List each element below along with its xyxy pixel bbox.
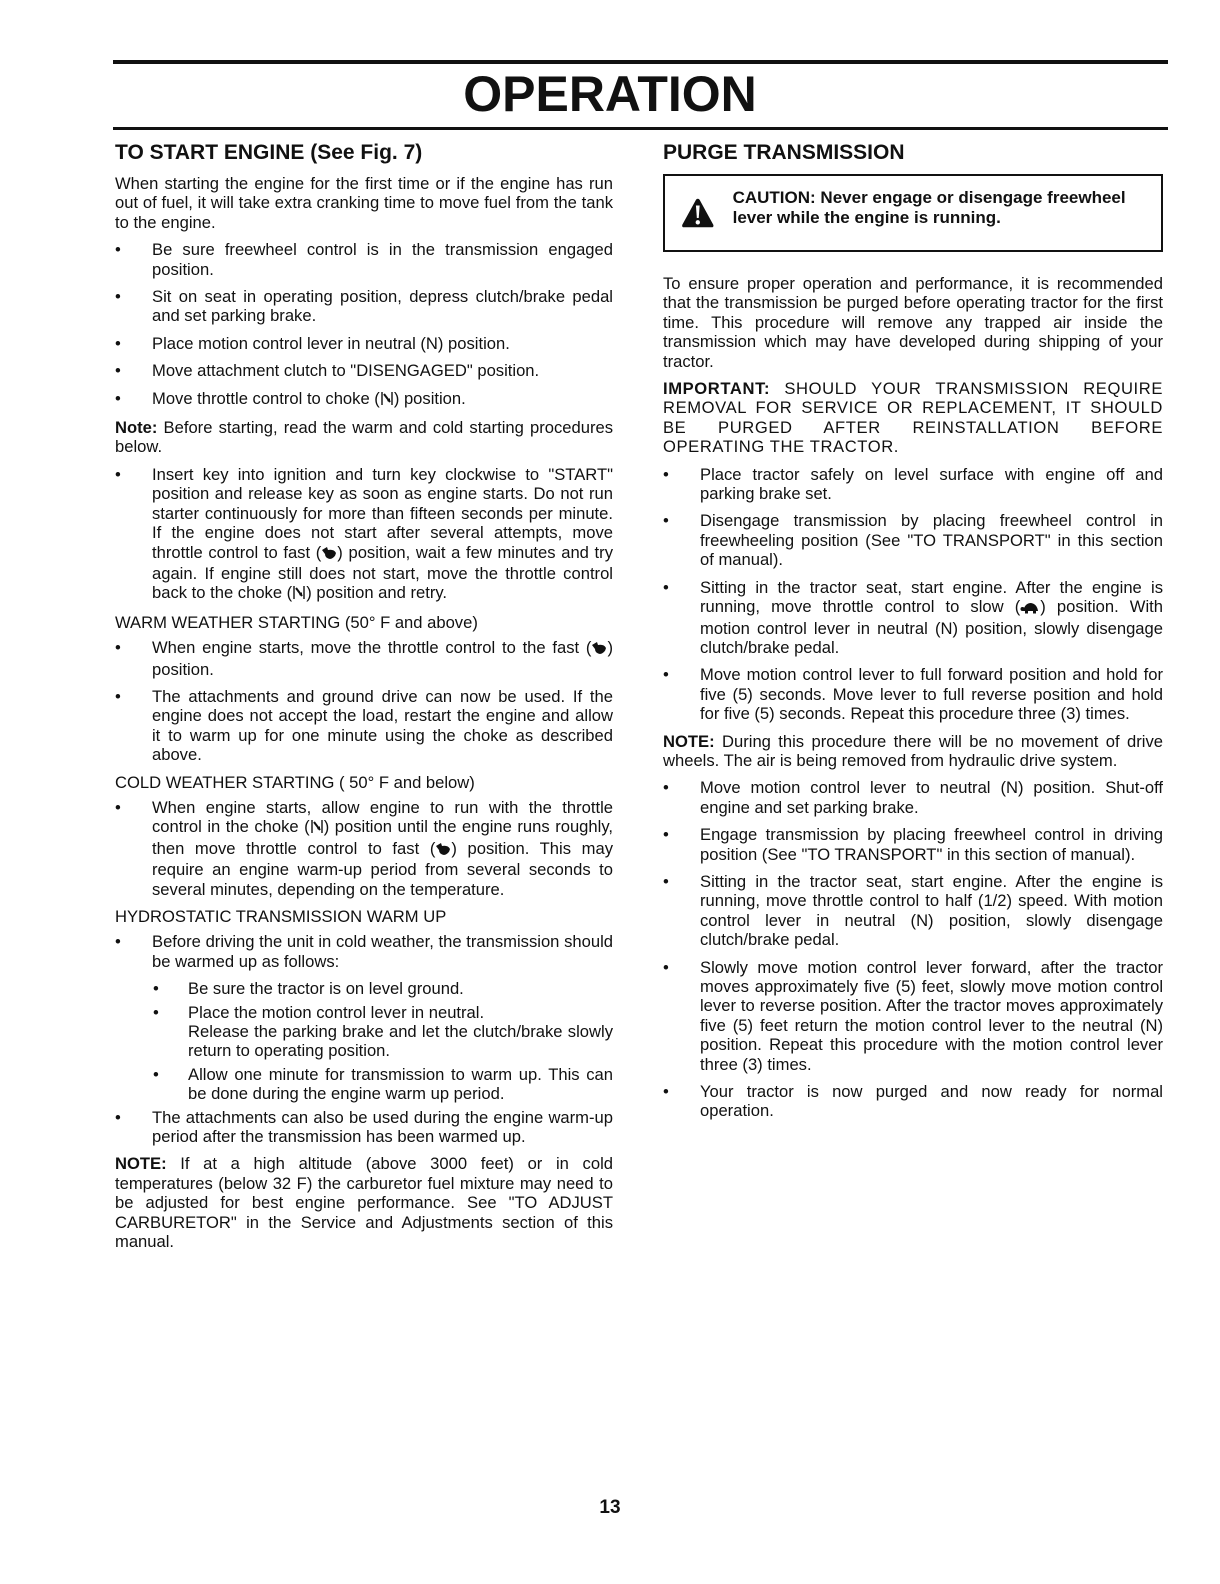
text: Move motion control lever to full forward position and hold for five (5) seconds. Move lever to full reverse position and hold for five (5) seconds. Repeat this procedure three (3) times.	[700, 665, 1163, 724]
bullet-item	[115, 1065, 613, 1104]
text: SHOULD YOUR TRANSMISSION REQUIRE REMOVAL FOR SERVICE OR REPLACEMENT, IT SHOULD BE PURGED AFTER REINSTALLATION BEFORE OPERATING THE TRACTOR.	[663, 379, 1163, 457]
text: Release the parking brake and let the clutch/brake slowly return to operating position.	[188, 1022, 613, 1061]
text: Before starting, read the warm and cold starting procedures below.	[115, 418, 613, 457]
subheading	[115, 907, 613, 926]
page-number: 13	[599, 1497, 621, 1518]
text: Allow one minute for transmission to warm up. This can be done during the engine warm up period.	[188, 1064, 613, 1104]
bullet-item	[115, 1003, 613, 1022]
choke-icon	[292, 585, 306, 604]
paragraph	[663, 732, 1163, 771]
text: Be sure freewheel control is in the transmission engaged position.	[152, 240, 613, 279]
text: ) position. This may require an engine warm-up period from several seconds to several minutes, depending on the temperature.	[152, 838, 614, 899]
text: ) position until the engine runs roughly, then move throttle control to fast (	[152, 817, 613, 858]
text: When engine starts, move the throttle control to the fast (	[152, 638, 592, 658]
bullet-item	[115, 465, 613, 605]
choke-icon	[380, 391, 394, 410]
bullet-item	[115, 240, 613, 279]
title-underline-rule	[113, 127, 1168, 130]
fast-rabbit-icon	[591, 640, 607, 659]
section-heading-start-engine: TO START ENGINE (See Fig. 7)	[115, 141, 423, 164]
text: When starting the engine for the first time or if the engine has run out of fuel, it will take extra cranking time to move fuel from the tank to the engine.	[115, 174, 613, 232]
paragraph	[663, 379, 1163, 457]
bullet-item	[115, 638, 613, 679]
text: Move attachment clutch to "DISENGAGED" position.	[152, 361, 540, 381]
bullet-item	[115, 932, 613, 971]
text: When engine starts, allow engine to run with the throttle control in the choke (	[152, 797, 613, 837]
caution-label: CAUTION:	[732, 188, 816, 207]
text: ) position, wait a few minutes and try again. If engine still does not start, move the throttle control back to the choke (	[152, 542, 613, 603]
section-heading-purge-transmission: PURGE TRANSMISSION	[663, 141, 905, 164]
warning-triangle-icon	[681, 188, 715, 238]
text: Slowly move motion control lever forward, after the tractor moves approximately five (5) feet, slowly move motion control lever to reverse position. After the tractor moves approximately five (5) feet return the motion control lever to the neutral (N) position. Repeat this procedure with the motion control lever three (3) times.	[700, 957, 1163, 1074]
text: During this procedure there will be no movement of drive wheels. The air is being removed from hydraulic drive system.	[663, 731, 1163, 770]
text: Be sure the tractor is on level ground.	[188, 979, 464, 999]
text: HYDROSTATIC TRANSMISSION WARM UP	[115, 907, 447, 926]
bullet-item	[115, 389, 613, 410]
text: Place the motion control lever in neutral.	[188, 1002, 485, 1022]
text: Move motion control lever to neutral (N) position. Shut-off engine and set parking brake.	[700, 778, 1163, 817]
note-label: Note:	[115, 418, 158, 438]
text: ) position.	[152, 638, 613, 679]
text: Before driving the unit in cold weather, the transmission should be warmed up as follows:	[152, 932, 613, 971]
caution-text	[733, 188, 1147, 228]
bullet-item	[663, 778, 1163, 817]
note-label: NOTE:	[663, 731, 715, 751]
bullet-item	[663, 511, 1163, 569]
text: The attachments and ground drive can now be used. If the engine does not accept the load, restart the engine and allow it to warm up for one minute using the choke as described above.	[152, 686, 613, 765]
caution-box	[663, 174, 1163, 252]
start-engine-content	[115, 174, 613, 1252]
text: Sit on seat in operating position, depress clutch/brake pedal and set parking brake.	[152, 287, 613, 326]
paragraph	[115, 1022, 613, 1061]
paragraph	[115, 1154, 613, 1251]
bullet-item	[663, 578, 1163, 658]
text: Engage transmission by placing freewheel control in driving position (See "TO TRANSPORT" in this section of manual).	[700, 825, 1163, 864]
text: Move throttle control to choke (	[152, 388, 380, 408]
fast-rabbit-icon	[321, 545, 337, 564]
bullet-item	[663, 1082, 1163, 1121]
bullet-item	[663, 465, 1163, 504]
bullet-item	[663, 825, 1163, 864]
text: The attachments can also be used during the engine warm-up period after the transmission has been warmed up.	[152, 1107, 613, 1147]
text: Sitting in the tractor seat, start engine. After the engine is running, move throttle control to slow (	[700, 577, 1163, 617]
fast-rabbit-icon	[435, 841, 451, 860]
bullet-item	[115, 1108, 613, 1147]
bullet-item	[663, 872, 1163, 950]
bullet-item	[115, 361, 613, 380]
text: Place motion control lever in neutral (N) position.	[152, 333, 510, 353]
note-label: IMPORTANT:	[663, 379, 771, 399]
bullet-item	[663, 958, 1163, 1074]
paragraph	[663, 274, 1163, 371]
bullet-item	[115, 334, 613, 353]
slow-turtle-icon	[1020, 599, 1040, 618]
paragraph	[115, 418, 613, 457]
text: If at a high altitude (above 3000 feet) or in cold temperatures (below 32 F) the carburetor fuel mixture may need to be adjusted for best engine performance. See "TO ADJUST CARBURETOR" in the Service and Adjustments section of this manual.	[115, 1154, 613, 1252]
subheading	[115, 613, 613, 632]
text: To ensure proper operation and performance, it is recommended that the transmission be purged before operating tractor for the first time. This procedure will remove any trapped air inside the transmission which may have developed during shipping of your tractor.	[663, 274, 1163, 371]
bullet-item	[115, 287, 613, 326]
left-column	[115, 140, 613, 1260]
text: Disengage transmission by placing freewheel control in freewheeling position (See "TO TRANSPORT" in this section of manual).	[700, 511, 1163, 570]
text: Place tractor safely on level surface with engine off and parking brake set.	[700, 464, 1163, 504]
choke-icon	[310, 819, 324, 838]
text: Sitting in the tractor seat, start engine. After the engine is running, move throttle control to half (1/2) speed. With motion control lever in neutral (N) position, slowly disengage clutch/brake pedal.	[700, 871, 1163, 950]
paragraph	[115, 174, 613, 232]
text: WARM WEATHER STARTING (50° F and above)	[115, 612, 478, 632]
bullet-item	[115, 687, 613, 765]
text: COLD WEATHER STARTING ( 50° F and below)	[115, 772, 475, 792]
text: ) position. With motion control lever in neutral (N) position, slowly disengage clutch/brake pedal.	[700, 597, 1163, 657]
text: ) position.	[393, 388, 466, 408]
subheading	[115, 773, 613, 792]
note-label: NOTE:	[115, 1154, 167, 1174]
bullet-item	[115, 979, 613, 998]
right-column	[663, 140, 1163, 1129]
bullet-item	[663, 665, 1163, 723]
page-title: OPERATION	[463, 66, 757, 122]
bullet-item	[115, 798, 613, 899]
text: Insert key into ignition and turn key clockwise to "START" position and release key as soon as engine starts. Do not run starter continuously for more than fifteen seconds per minute. If the engine does not start after several attempts, move throttle control to fast (	[152, 464, 613, 562]
text: Your tractor is now purged and now ready for normal operation.	[700, 1082, 1163, 1121]
text: ) position and retry.	[306, 583, 448, 603]
purge-transmission-content	[663, 274, 1163, 1121]
caution-message: Never engage or disengage freewheel lever while the engine is running.	[732, 188, 1126, 227]
